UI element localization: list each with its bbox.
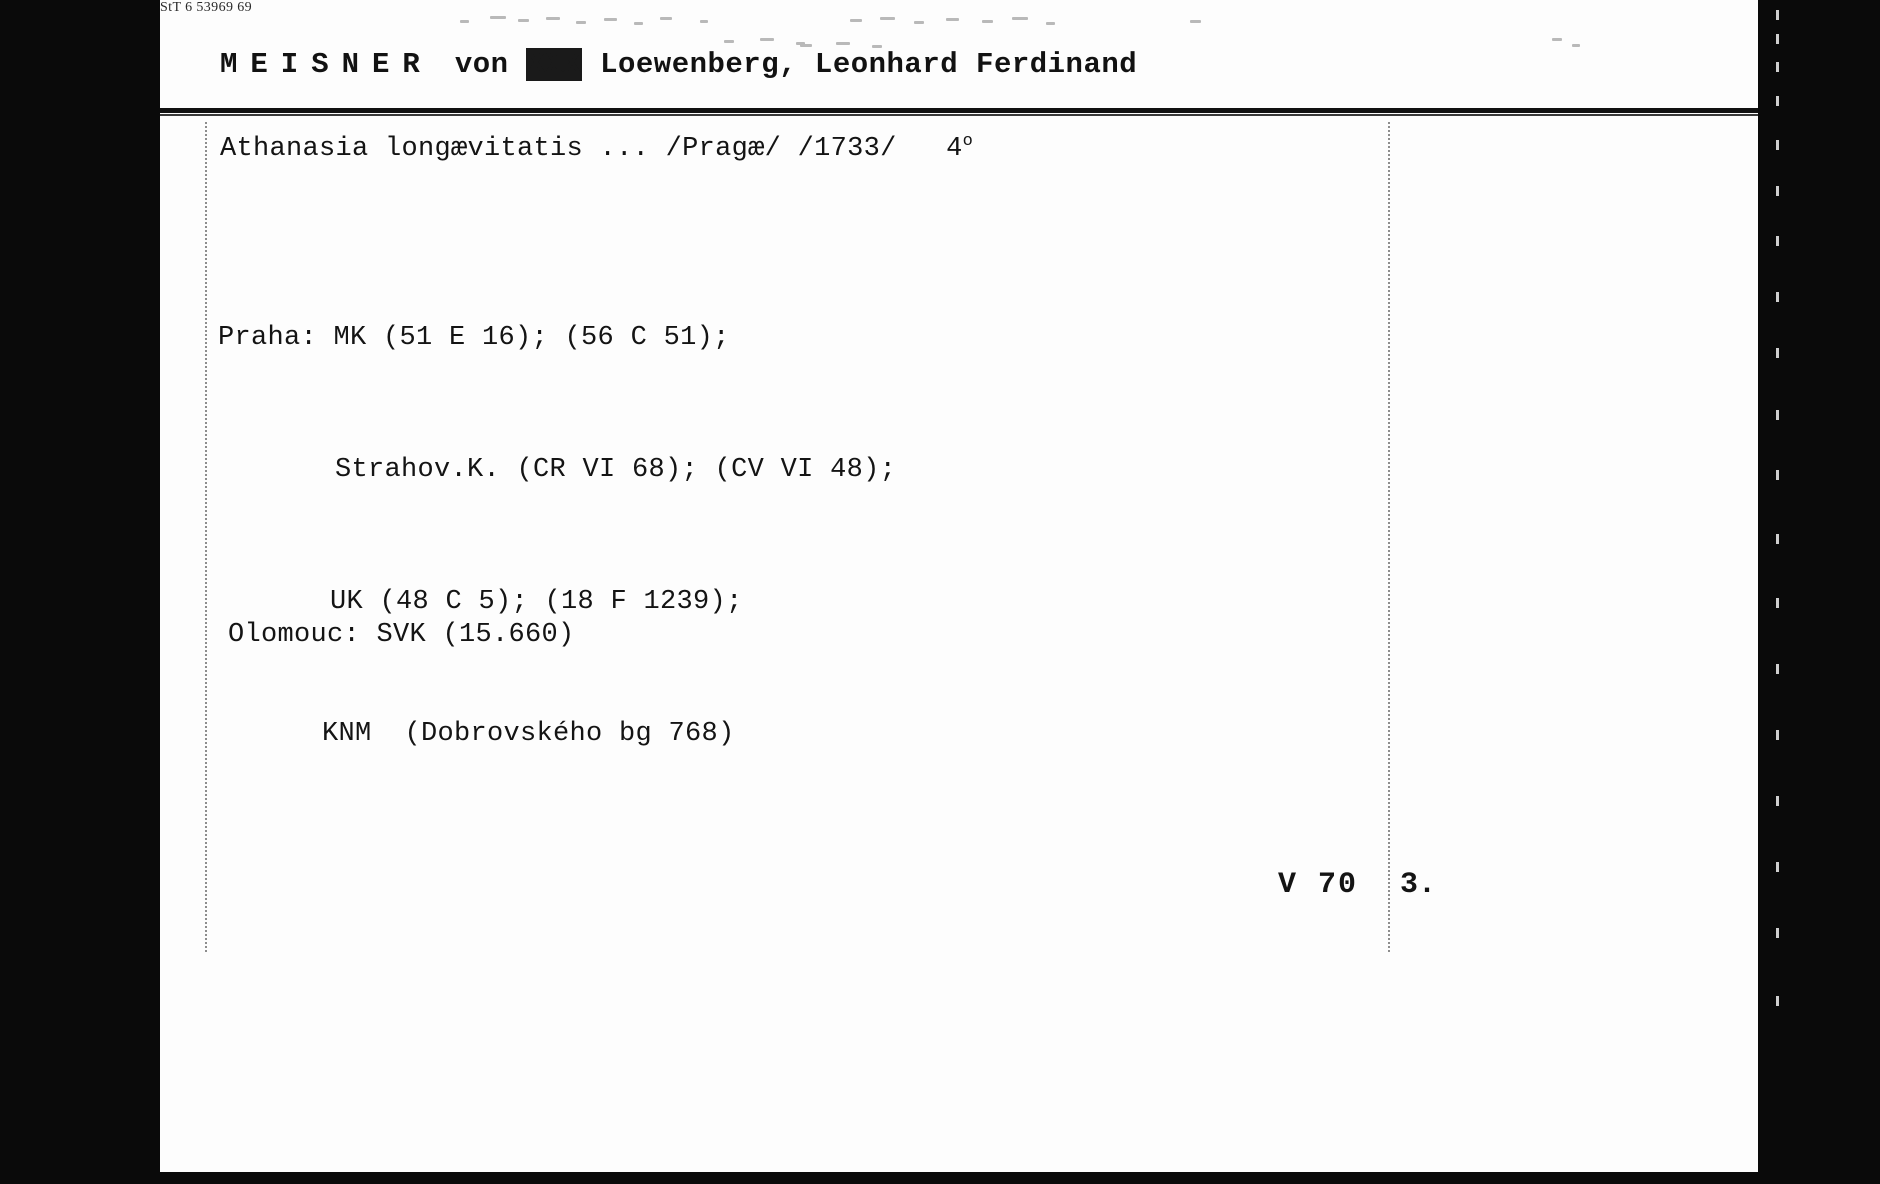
header-rule-shadow xyxy=(160,114,1758,116)
holdings-line: UK (48 C 5); (18 F 1239); xyxy=(330,587,743,617)
form-guide-right xyxy=(1388,122,1390,952)
form-guide-left xyxy=(205,122,207,952)
card-heading xyxy=(220,48,1700,81)
form-imprint: StT 6 53969 69 xyxy=(160,0,253,15)
scan-bottom-margin xyxy=(0,1172,1880,1184)
holdings-line: Strahov.K. (CR VI 68); (CV VI 48); xyxy=(335,455,897,485)
heading-rest: Loewenberg, Leonhard Ferdinand xyxy=(600,48,1138,81)
olomouc-holdings-line: Olomouc: SVK (15.660) xyxy=(228,620,575,650)
shelfmark: V 70 xyxy=(1278,868,1359,902)
holdings-line: KNM (Dobrovského bg 768) xyxy=(322,719,735,749)
scan-left-margin xyxy=(0,0,160,1184)
catalog-card xyxy=(160,0,1758,1172)
holdings-line: Praha: MK (51 E 16); (56 C 51); xyxy=(218,323,730,353)
title-line xyxy=(220,132,973,164)
sheet-number: 3. xyxy=(1400,868,1437,902)
header-rule xyxy=(160,108,1758,113)
holdings-block xyxy=(218,228,896,844)
format-superscript: o xyxy=(962,132,974,151)
heading-surname: MEISNER xyxy=(220,48,433,81)
heading-connector: von xyxy=(454,48,509,81)
scan-right-margin xyxy=(1758,0,1880,1184)
title-text: Athanasia longævitatis ... /Pragæ/ /1733/ xyxy=(220,134,897,164)
format-value: 4 xyxy=(946,134,963,164)
heading-struck-text: XXX xyxy=(527,48,582,81)
